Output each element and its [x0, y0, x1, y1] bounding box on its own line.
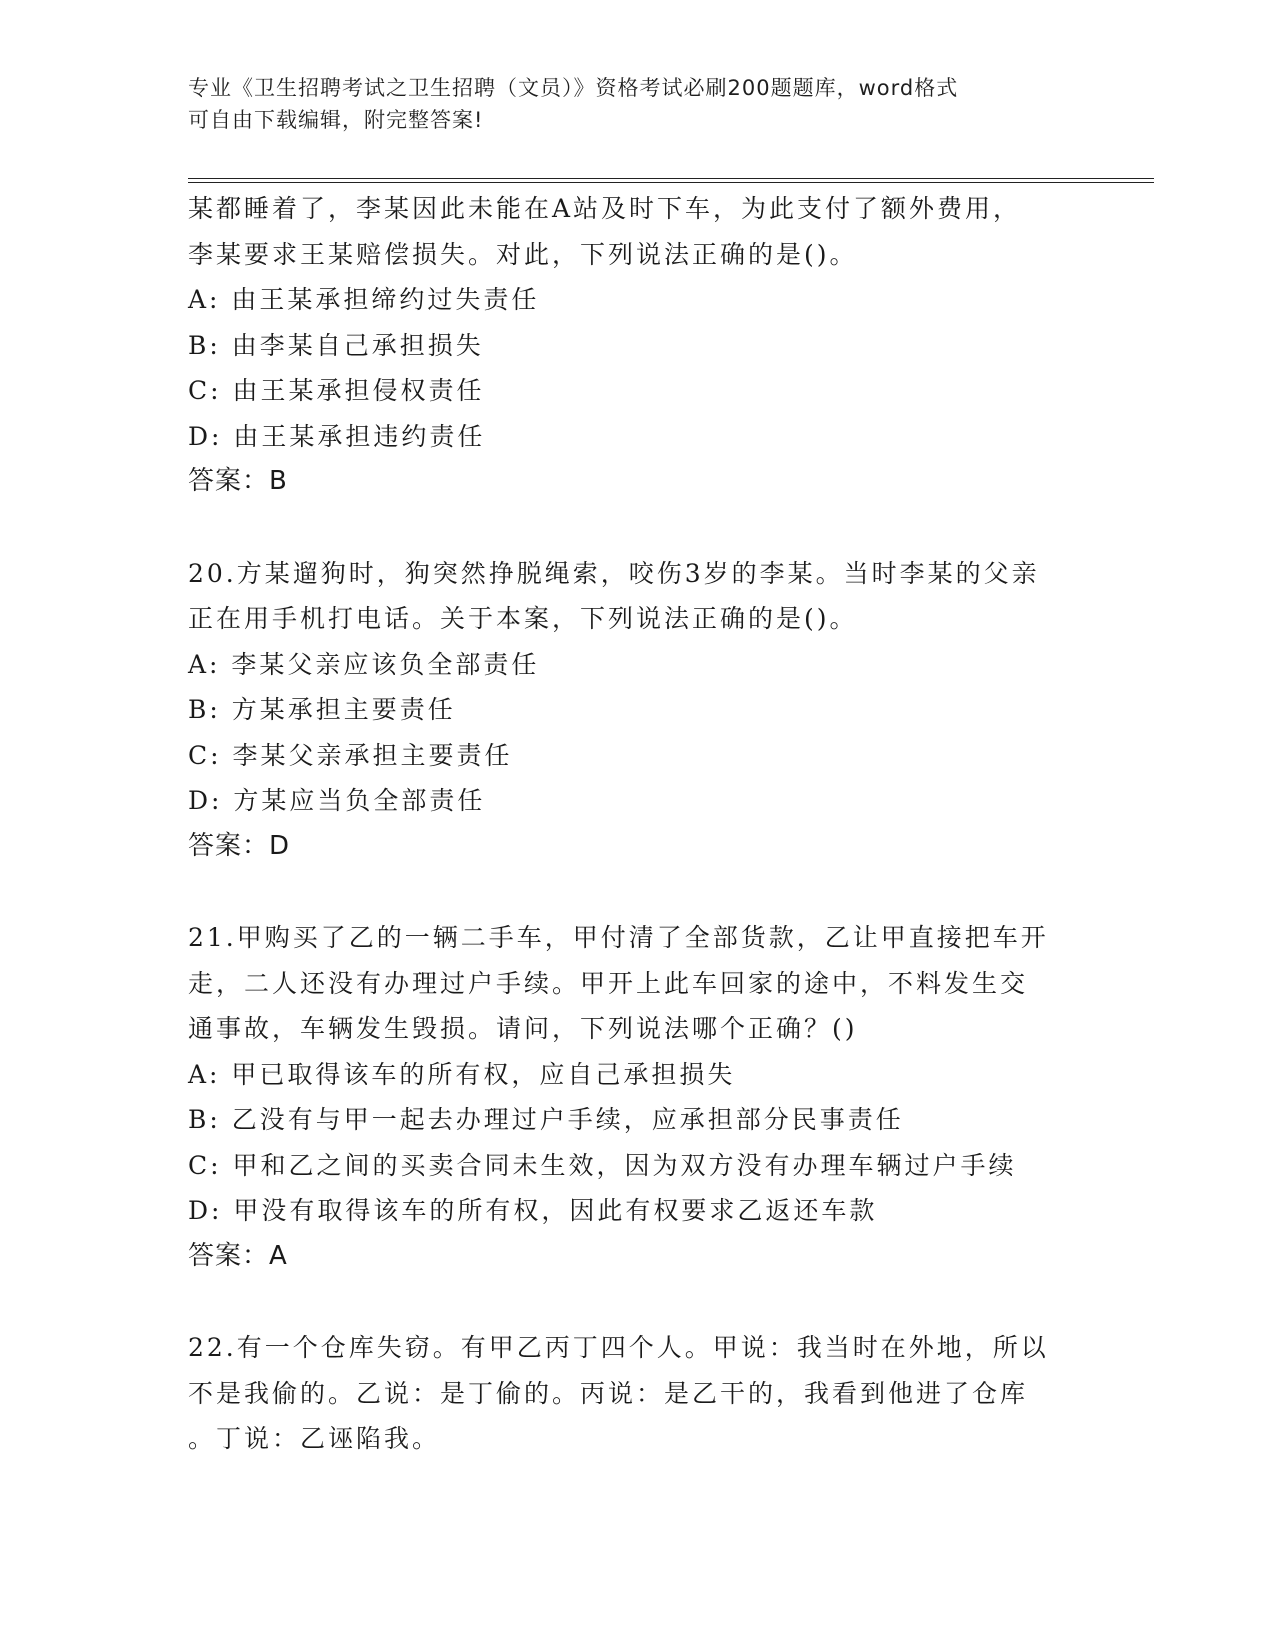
option-d: D: 由王某承担违约责任: [188, 421, 486, 451]
question-text-line: 21.甲购买了乙的一辆二手车，甲付清了全部货款，乙让甲直接把车开: [188, 923, 1049, 952]
option-b: B: 由李某自己承担损失: [188, 330, 484, 360]
option-d: D: 甲没有取得该车的所有权，因此有权要求乙返还车款: [188, 1196, 878, 1225]
question-text-line: 。丁说：乙诬陷我。: [188, 1424, 441, 1453]
option-c: C: 由王某承担侵权责任: [188, 376, 485, 405]
question-text-line: 某都睡着了，李某因此未能在A站及时下车，为此支付了额外费用，: [188, 194, 1022, 223]
question-text-line: 通事故，车辆发生毁损。请问，下列说法哪个正确？(): [188, 1014, 858, 1043]
question-text-line: 正在用手机打电话。关于本案，下列说法正确的是()。: [188, 604, 858, 633]
question-text-line: 20.方某遛狗时，狗突然挣脱绳索，咬伤3岁的李某。当时李某的父亲: [188, 558, 1040, 588]
document-body: [188, 186, 1128, 1462]
question-text-line: 李某要求王某赔偿损失。对此，下列说法正确的是()。: [188, 239, 858, 269]
option-a: A: 李某父亲应该负全部责任: [188, 649, 540, 679]
answer-label: 答案：B: [188, 466, 288, 496]
question-text-line: 走，二人还没有办理过户手续。甲开上此车回家的途中，不料发生交: [188, 968, 1029, 998]
option-d: D: 方某应当负全部责任: [188, 786, 486, 815]
answer-label: 答案：D: [188, 830, 291, 861]
question-text-line: 不是我偷的。乙说：是丁偷的。丙说：是乙干的，我看到他进了仓库: [188, 1378, 1029, 1408]
option-c: C: 李某父亲承担主要责任: [188, 740, 513, 770]
header-title-line-2: 可自由下载编辑，附完整答案!: [188, 108, 484, 132]
question-continuation: [188, 186, 1128, 505]
question-20: [188, 551, 1128, 870]
header-divider: [188, 178, 1154, 183]
option-c: C: 甲和乙之间的买卖合同未生效，因为双方没有办理车辆过户手续: [188, 1150, 1017, 1180]
option-a: A: 甲已取得该车的所有权，应自己承担损失: [188, 1059, 736, 1089]
question-21: [188, 915, 1128, 1279]
answer-label: 答案：A: [188, 1240, 288, 1271]
question-text-line: 22.有一个仓库失窃。有甲乙丙丁四个人。甲说：我当时在外地，所以: [188, 1333, 1049, 1362]
option-b: B: 方某承担主要责任: [188, 695, 456, 724]
header-title-line-1: 专业《卫生招聘考试之卫生招聘（文员）》资格考试必刷200题题库，word格式: [188, 76, 959, 100]
question-22: [188, 1325, 1128, 1462]
document-header: [188, 72, 1068, 136]
option-a: A: 由王某承担缔约过失责任: [188, 285, 540, 314]
option-b: B: 乙没有与甲一起去办理过户手续，应承担部分民事责任: [188, 1105, 904, 1134]
